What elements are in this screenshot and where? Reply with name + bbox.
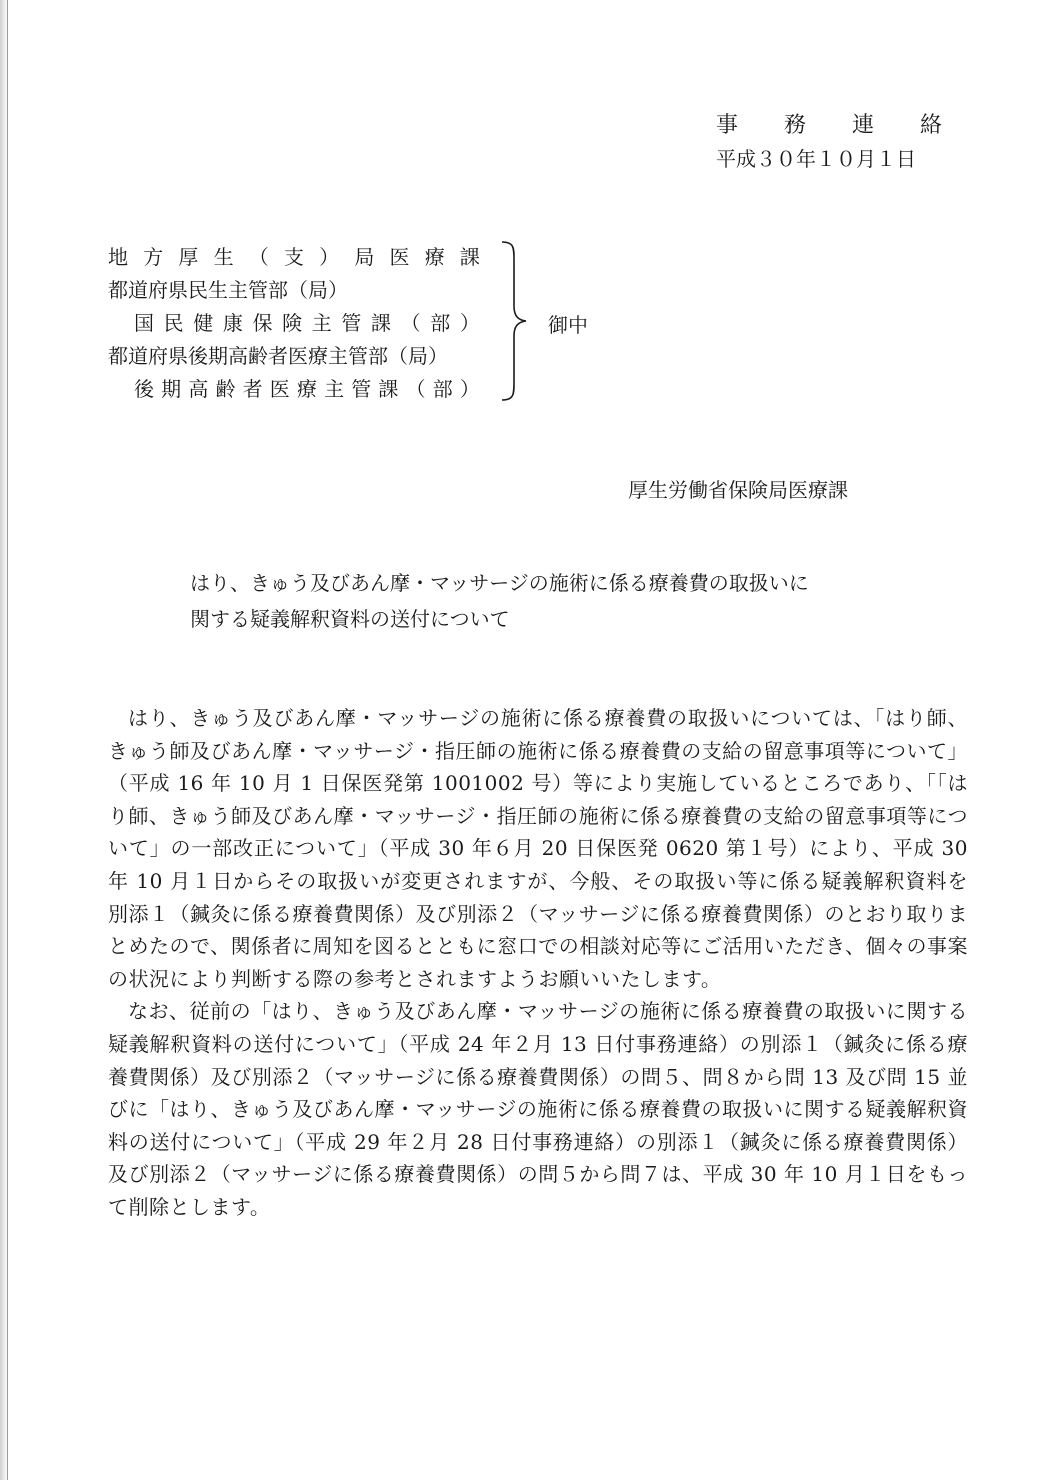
recipient-char: 課 <box>459 245 480 269</box>
recipient-char: 医 <box>269 377 290 401</box>
body-paragraph: なお、従前の「はり、きゅう及びあん摩・マッサージの施術に係る療養費の取扱いに関する疑義解釈資料の送付について」（平成 24 年２月 13 日付事務連絡）の別添１（鍼灸に係る療養費関係）及び別添２（マッサージに係る療養費関係）の問５、問８から問 13 及び問 15 並びに「はり、きゅう及びあん摩・マッサージの施術に係る療養費の取扱いに関する疑義解釈資料の送付について」（平成 29 年２月 28 日付事務連絡）の別添１（鍼灸に係る療養費関係）及び別添２（マッサージに係る療養費関係）の問５から問７は、平成 30 年 10 月１日をもって削除とします。 <box>108 999 968 1219</box>
recipient-char: 高 <box>188 377 209 401</box>
doctype-char: 連 <box>851 113 874 138</box>
recipient-char: 支 <box>283 245 304 269</box>
doctype-char: 務 <box>783 113 806 138</box>
recipient-char: 後 <box>134 377 154 401</box>
page-edge-line <box>7 0 8 1480</box>
recipient-char: ） <box>319 245 340 269</box>
recipient-char: 主 <box>324 377 345 401</box>
recipient-line <box>134 309 480 342</box>
right-brace-icon <box>500 240 530 402</box>
recipient-line: 都道府県民生主管部（局） <box>108 278 348 302</box>
recipient-char: 齢 <box>215 377 236 401</box>
document-subject <box>190 568 910 640</box>
recipient-char: 康 <box>222 311 243 335</box>
honorific: 御中 <box>548 313 588 337</box>
recipient-char: 民 <box>163 311 184 335</box>
subject-line: 関する疑義解釈資料の送付について <box>190 607 510 631</box>
recipient-char: ） <box>459 377 480 401</box>
recipient-char: 部 <box>432 377 453 401</box>
recipient-char: （ <box>405 377 426 401</box>
document-body <box>108 702 968 1224</box>
recipient-char: 課 <box>371 311 391 335</box>
recipient-char: 地 <box>108 245 128 269</box>
recipient-char: 健 <box>193 311 214 335</box>
doctype-char: 絡 <box>919 113 942 138</box>
recipient-line <box>134 375 480 408</box>
recipient-char: 保 <box>252 311 273 335</box>
recipient-char: 医 <box>389 245 410 269</box>
recipient-char: 主 <box>311 311 332 335</box>
recipient-char: （ <box>248 245 269 269</box>
document-date: 平成３０年１０月１日 <box>716 147 916 171</box>
recipient-char: 管 <box>351 377 372 401</box>
recipient-char: 療 <box>424 245 445 269</box>
recipient-char: 部 <box>430 311 451 335</box>
recipient-char: 期 <box>161 377 182 401</box>
recipient-char: 者 <box>242 377 263 401</box>
body-paragraph: はり、きゅう及びあん摩・マッサージの施術に係る療養費の取扱いについては、「はり師、きゅう師及びあん摩・マッサージ・指圧師の施術に係る療養費の支給の留意事項等について」（平成 16 年 10 月 1 日保医発第 1001002 号）等により実施しているところであり、「「はり師、きゅう師及びあん摩・マッサージ・指圧師の施術に係る療養費の支給の留意事項等について」の一部改正について」（平成 30 年６月 20 日保医発 0620 第１号）により、平成 30 年 10 月１日からその取扱いが変更されますが、今般、その取扱い等に係る疑義解釈資料を別添１（鍼灸に係る療養費関係）及び別添２（マッサージに係る療養費関係）のとおり取りまとめたので、関係者に周知を図るとともに窓口での相談対応等にご活用いただき、個々の事案の状況により判断する際の参考とされますようお願いいたします。 <box>108 706 968 991</box>
recipient-list <box>108 243 480 408</box>
recipient-line: 都道府県後期高齢者医療主管部（局） <box>108 344 448 368</box>
recipient-char: 療 <box>296 377 317 401</box>
recipient-char: 管 <box>341 311 362 335</box>
document-type <box>716 108 942 139</box>
recipient-char: （ <box>400 311 421 335</box>
recipient-char: 局 <box>354 245 375 269</box>
recipient-char: 生 <box>213 245 234 269</box>
recipient-char: 厚 <box>178 245 199 269</box>
recipient-char: 険 <box>282 311 303 335</box>
subject-line: はり、きゅう及びあん摩・マッサージの施術に係る療養費の取扱いに <box>190 571 809 595</box>
recipient-char: 方 <box>143 245 164 269</box>
recipient-char: ） <box>459 311 480 335</box>
doctype-char: 事 <box>716 113 739 138</box>
sender-name: 厚生労働省保険局医療課 <box>628 478 848 502</box>
recipient-char: 国 <box>134 311 154 335</box>
recipient-char: 課 <box>378 377 399 401</box>
recipient-line <box>108 243 480 276</box>
